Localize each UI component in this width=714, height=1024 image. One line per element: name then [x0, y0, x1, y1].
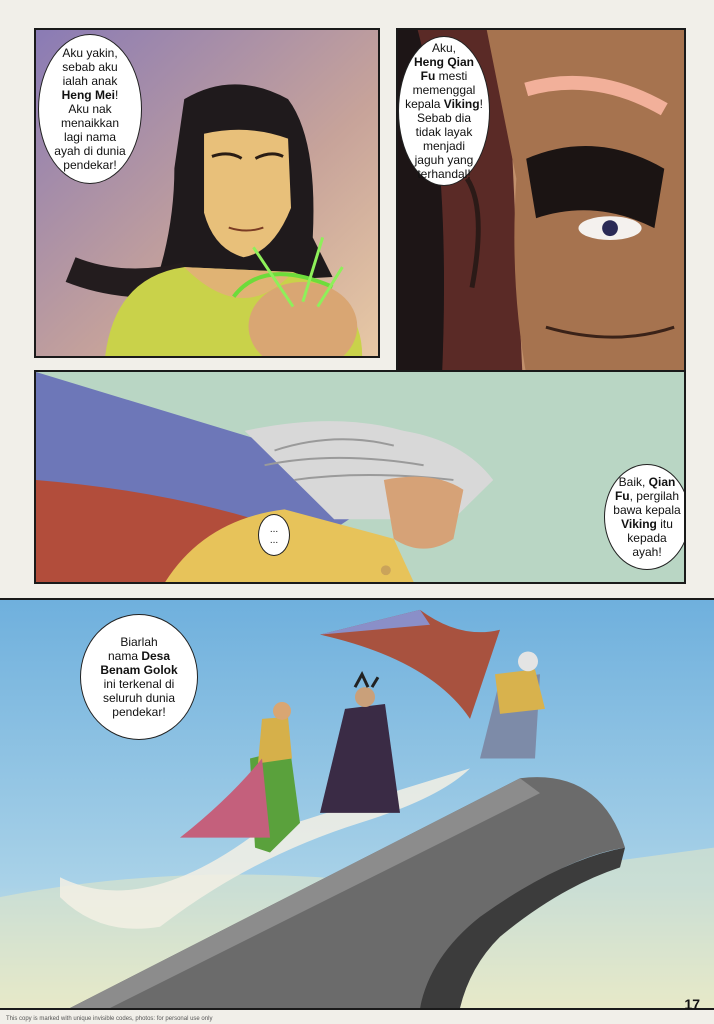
bubble-line: pendekar!	[63, 158, 117, 172]
bubble-name: Desa	[141, 649, 171, 663]
bubble-name: Viking	[621, 517, 657, 531]
bubble-line: mesti	[435, 69, 468, 83]
bubble-line: kepada	[627, 531, 667, 545]
bubble-name: Heng Mei	[61, 88, 115, 102]
bubble-line: terhandal!	[417, 167, 471, 181]
bubble-name: Qian	[648, 475, 676, 489]
bubble-line: kepala	[405, 97, 444, 111]
bubble-line: , pergilah	[629, 489, 680, 503]
ellipsis-bubble	[258, 514, 290, 556]
bubble-line: ialah anak	[62, 74, 118, 88]
panel-4	[0, 598, 714, 1010]
page-number: 17	[684, 996, 700, 1012]
bubble-line: ayah!	[632, 545, 662, 559]
bubble-line: Sebab dia	[416, 111, 472, 125]
bubble-line: Aku,	[431, 41, 456, 55]
speech-bubble	[604, 464, 686, 570]
speech-bubble	[398, 36, 490, 186]
speech-bubble	[80, 614, 198, 740]
panel-1	[34, 28, 380, 358]
speech-bubble	[38, 34, 142, 184]
bubble-line: jaguh yang	[414, 153, 474, 167]
bubble-line: menjadi	[422, 139, 466, 153]
bubble-line: !	[479, 97, 483, 111]
bubble-line: bawa kepala	[613, 503, 681, 517]
bubble-line: ini terkenal di	[103, 677, 175, 691]
bubble-name: Benam Golok	[100, 663, 178, 677]
bubble-line: sebab aku	[62, 60, 118, 74]
bubble-line: seluruh dunia	[102, 691, 176, 705]
bubble-line: memenggal	[412, 83, 476, 97]
bubble-line: lagi nama	[63, 130, 116, 144]
bubble-name: Fu	[420, 69, 436, 83]
bubble-name: Fu	[614, 489, 630, 503]
bubble-line: Biarlah	[120, 635, 158, 649]
bubble-line: menaikkan	[60, 116, 119, 130]
bubble-line: itu	[656, 517, 673, 531]
elder-cape-illustration	[36, 372, 684, 582]
bubble-line: Baik,	[618, 475, 649, 489]
bubble-line: !	[114, 88, 119, 102]
bubble-name: Viking	[443, 97, 480, 111]
bubble-line: ayah di dunia	[54, 144, 126, 158]
ellipsis-text: ... ...	[269, 524, 279, 546]
bubble-line: pendekar!	[112, 705, 166, 719]
bubble-line: Aku nak	[68, 102, 112, 116]
footer-note: This copy is marked with unique invisible codes, photos: for personal use only	[6, 1016, 213, 1022]
bubble-name: Heng Qian	[413, 55, 474, 69]
bubble-line: nama	[107, 649, 142, 663]
bubble-line: Aku yakin,	[62, 46, 118, 60]
bubble-line: tidak layak	[415, 125, 473, 139]
panel-3	[34, 370, 686, 584]
